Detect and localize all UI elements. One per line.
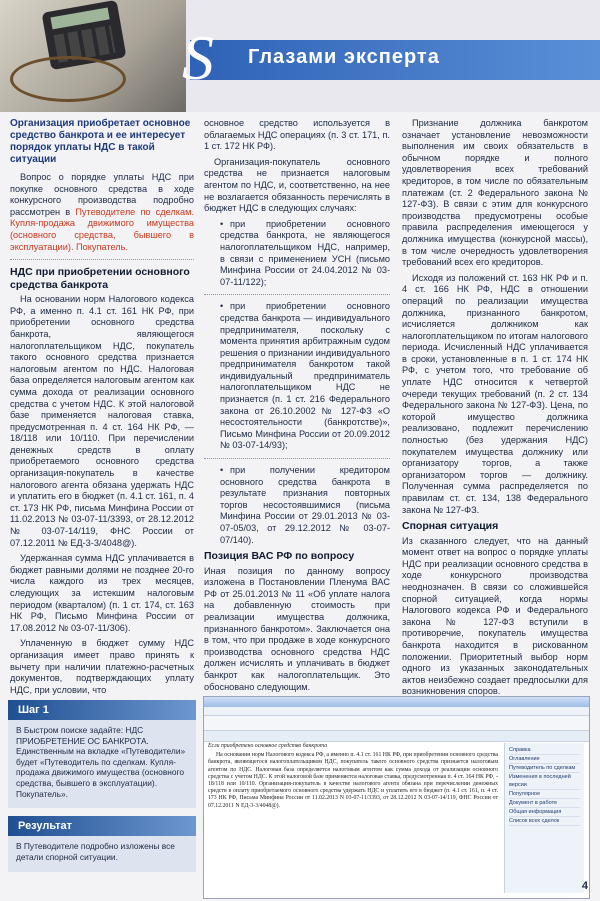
col3-p2: Исходя из положений ст. 163 НК РФ и п. 4 ст. 166 НК РФ, НДС в отношении операций по реализации имущества должника, признанного банкротом, исчисляется должником как налогоплательщиком по итогам налогового периода. Исчисленный НДС уплачивается в сроки, установленные в п. 1 ст. 174 НК РФ, с учетом того, что требование об уплате НДС относится к четвертой очереди текущих требований (п. 2 ст. 134 Федерального закона № 127-ФЗ). Цена, по которой имущество должника реализовано, подлежит перечислению полностью (без удержания НДС) покупателем имущества должнику или организатору торгов, а также организатором торгов — должнику. Полученная сумма распределяется по правилам ст. ст. 134, 138 Федерального закона № 127-ФЗ. — [402, 272, 588, 515]
result-box — [8, 816, 196, 872]
sidebar-item[interactable]: Справка — [509, 746, 580, 755]
screenshot-tabs — [204, 731, 589, 742]
column-2 — [204, 118, 390, 697]
sidebar-item[interactable]: Изменения в последней версии — [509, 773, 580, 790]
intro-title: Организация приобретает основное средство банкрота и ее интересует порядок уплаты НДС в такой ситуации — [10, 118, 191, 165]
program-screenshot — [203, 696, 590, 899]
guide-link[interactable]: Путеводителе по сделкам. Купля-продажа движимого имущества (основного средства, бывшего в эксплуатации). Покупатель. — [10, 206, 194, 252]
section1-p1: На основании норм Налогового кодекса РФ, а именно п. 4.1 ст. 161 НК РФ, при приобретении основного средства банкрота, являющегося налогоплательщиком НДС, покупатель такого основного средства признается налоговым агентом по НДС. Налоговая база определяется налоговым агентом как сумма дохода от реализации основного средства с учетом НДС. К этой налоговой базе применяется налоговая ставка, предусмотренная п. 4 ст. 164 НК РФ, — 18/118 или 10/110. При перечислении денежных средств в оплату приобретаемого основного средства организация-покупатель в качестве налогового агента обязана удержать НДС и уплатить его в бюджет (п. 4.1 ст. 161, п. 4 ст. 173 НК РФ, письма Минфина России от 11.02.2013 № 03-07-11/3393, от 28.12.2012 № 03-07-14/119, ФНС России от 07.12.2011 № ЕД-3-3/4048@). — [10, 294, 194, 548]
screenshot-doc-text: На основании норм Налогового кодекса РФ, а именно п. 4.1 ст. 161 НК РФ, при приобретении основного средства банкрота, являющегося налогоплательщиком НДС, покупатель такого основного средства признается налоговым агентом по НДС. Налоговая база определяется налоговым агентом как сумма дохода от реализации основного средства с учетом НДС. К этой налоговой базе применяется налоговая ставка, предусмотренная п. 4 ст. 164 НК РФ, - 18/118 или 10/110. Организация-покупатель в качестве налогового агента обязана при перечислении денежных средств в оплату приобретаемого основного средства удержать НДС и уплатить его в бюджет (п. 4.1 ст. 161, п. 4 ст. 173 НК РФ, Письма Минфина России от 11.02.2013 N 03-07-11/3393, от 28.12.2012 N 03-07-14/119, ФНС России от 07.12.2011 N ЕД-3-3/4048@). — [208, 752, 498, 809]
divider — [204, 294, 390, 295]
screenshot-titlebar — [204, 697, 589, 707]
sidebar-item[interactable]: Оглавление — [509, 755, 580, 764]
section1-p2: Удержанная сумма НДС уплачивается в бюджет равными долями не позднее 20-го числа каждого из трех месяцев, следующих за истекшим налоговым периодом (кварталом) (п. 1 ст. 174, ст. 163 НК РФ, Письмо Минфина России от 17.08.2012 № 03-07-11/306). — [10, 553, 194, 633]
section1-p4: основное средство используется в облагаемых НДС операциях (п. 3 ст. 171, п. 1 ст. 172 НК РФ). — [204, 118, 390, 152]
screenshot-menubar — [204, 707, 589, 716]
column-3 — [402, 118, 588, 702]
sidebar-item[interactable]: Общая информация — [509, 808, 580, 817]
section2-title: Позиция ВАС РФ по вопросу — [204, 550, 355, 563]
screenshot-doc-title: Если приобретено основное средство банкрота — [208, 743, 328, 749]
divider — [10, 259, 194, 260]
section1-p5: Организация-покупатель основного средства не признается налоговым агентом по НДС, и, соответственно, на нее не возлагается обязанность перечислять в бюджет НДС в следующих случаях: — [204, 156, 390, 214]
sidebar-item[interactable]: Список всех сделок — [509, 817, 580, 826]
bullet-2: • при приобретении основного средства банкрота — индивидуального предпринимателя, поскольку с момента принятия арбитражным судом решения о признании индивидуального предпринимателя банкротом такой индивидуальный предприниматель налогоплательщиком НДС не признается (п. 1 ст. 216 Федерального закона от 26.10.2002 № 127-ФЗ «О несостоятельности (банкротстве)», Письмо Минфина России от 20.09.2012 № 03-07-14/93); — [204, 301, 390, 452]
header — [0, 0, 600, 112]
step1-text: В Быстром поиске задайте: НДС ПРИОБРЕТЕНИЕ ОС БАНКРОТА. Единственным на вкладке «Путеводители» будет «Путеводитель по сделкам. Купля-продажа движимого имущества (основного средства, бывшего в эксплуатации). Покупатель». — [16, 725, 186, 799]
column-1 — [10, 118, 194, 700]
section1-p3: Уплаченную в бюджет сумму НДС организация имеет право принять к вычету при наличии платежно-расчетных документов, подтверждающих уплату НДС, при условии, что — [10, 638, 194, 695]
screenshot-sidebar — [504, 743, 584, 893]
divider — [204, 458, 390, 459]
page-number: 4 — [581, 880, 588, 892]
screenshot-toolbar — [204, 716, 589, 731]
sidebar-item[interactable]: Путеводитель по сделкам — [509, 764, 580, 773]
step1-label: Шаг 1 — [8, 700, 196, 720]
section-title: Глазами эксперта — [248, 46, 440, 68]
result-label: Результат — [8, 816, 196, 836]
intro-body: Вопрос о порядке уплаты НДС при покупке основного средства в ходе конкурсного производства подробно рассмотрен в — [10, 172, 194, 217]
intro-text — [10, 172, 194, 253]
disputed-title: Спорная ситуация — [402, 520, 499, 533]
sidebar-item[interactable]: Документ в работе — [509, 799, 580, 808]
section2-p1: Иная позиция по данному вопросу изложена в Постановлении Пленума ВАС РФ от 25.01.2013 № 11 «Об уплате налога на добавленную стоимость при реализации имущества должника, признанного банкротом». Заключается она в том, что при продаже в ходе конкурсного производства основного средства НДС должен исчислять и уплачивать в бюджет банкрот как налогоплательщик. Это обосновано следующим. — [204, 565, 390, 692]
section1-title: НДС при приобретении основного средства банкрота — [10, 266, 190, 291]
bullet-1: • при приобретении основного средства банкрота, не являющегося налогоплательщиком НДС, например, в связи с применением УСН (письмо Минфина России от 24.04.2012 № 03-07-11/122); — [204, 219, 390, 289]
result-text: В Путеводителе подробно изложены все детали спорной ситуации. — [16, 841, 175, 862]
col3-p1: Признание должника банкротом означает установление невозможности выполнения им своих обязательств в обычном порядке и полного удовлетворения всех требований кредиторов, в том числе по обязательным платежам (ст. 2 Федерального закона № 127-ФЗ). В связи с этим для конкурсного производства предусмотрены особые правила распределения имеющегося у должника имущества (конкурсной массы), в том числе очередность удовлетворения требований всех его кредиторов. — [402, 118, 588, 268]
sidebar-item[interactable]: Популярное — [509, 790, 580, 799]
glasses-icon — [10, 56, 126, 102]
banner-letter: S — [182, 22, 214, 93]
screenshot-document — [208, 743, 498, 893]
col3-p3: Из сказанного следует, что на данный момент ответ на вопрос о порядке уплаты НДС при реализации основного средства в ходе конкурсного производства неоднозначен. В связи со сложившейся спорной ситуацией, когда нормы Налогового кодекса РФ и Федерального закона № 127-ФЗ вступили в противоречие, покупатель имущества банкрота находится в рискованном положении. Приоритетный выбор норм одного из указанных законодательных актов неизбежно создает предпосылки для возникновения споров. — [402, 535, 588, 697]
bullet-3: • при получении кредитором основного средства банкрота в результате признания повторных торгов несостоявшимися (письма Минфина России от 29.01.2013 № 03-07-05/03, от 29.12.2012 № 03-07-07/140). — [204, 465, 390, 546]
step1-box — [8, 700, 196, 808]
calculator-glasses-photo — [0, 0, 186, 112]
